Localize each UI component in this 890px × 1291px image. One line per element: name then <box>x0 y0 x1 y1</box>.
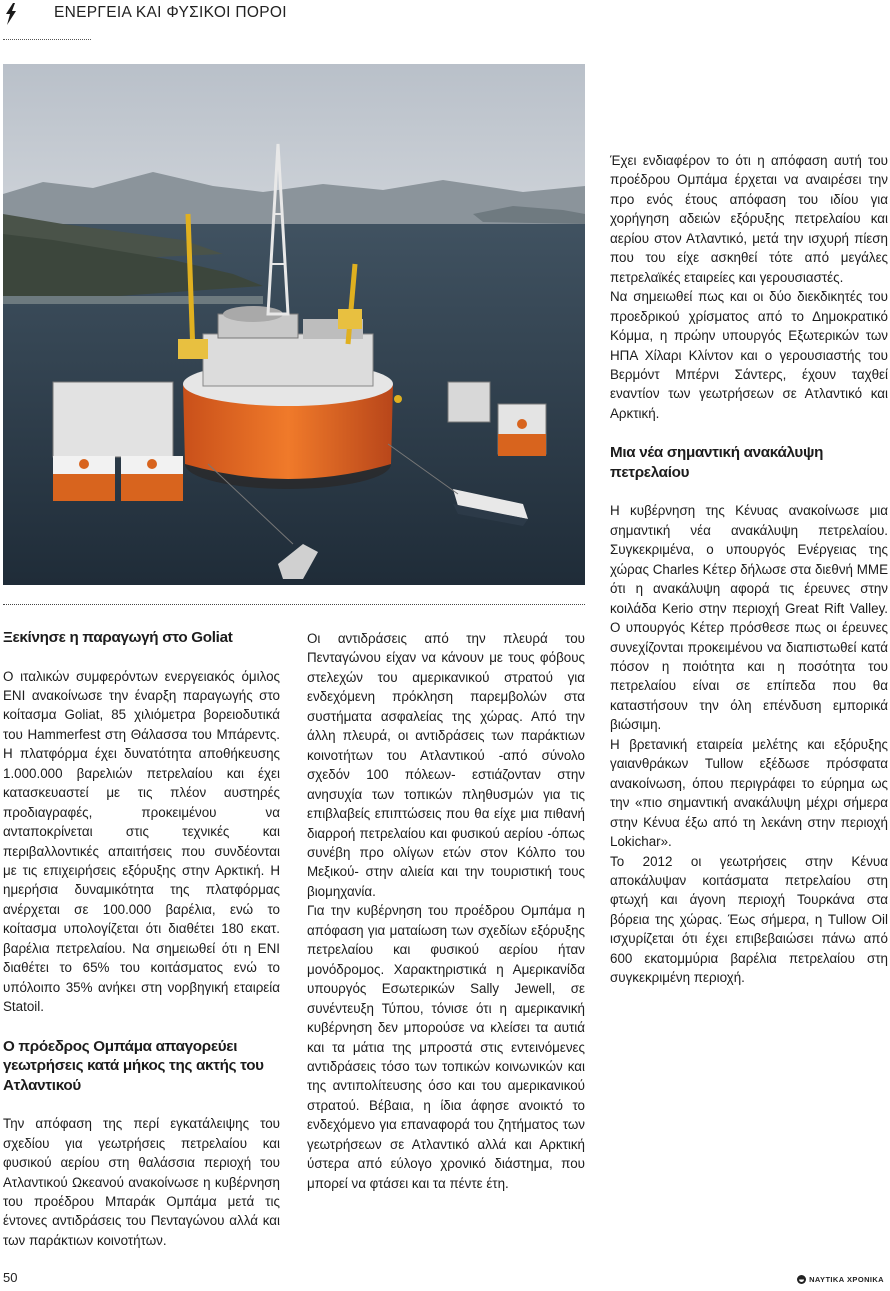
column-2 <box>307 629 585 1193</box>
article-body-goliat: Ο ιταλικών συμφερόντων ενεργειακός όμιλος ENI ανακοίνωσε την έναρξη παραγωγής στο κοίτασμα Goliat, 85 χιλιόμετρα βορειοδυτικά του Hammerfest στη Θάλασσα του Μπάρεντς. Η πλατφόρμα έχει δυνατότητα αποθήκευσης 1.000.000 βαρελιών πετρελαίου και έχει κατασκευαστεί με τις πλέον αυστηρές προδιαγραφές, προκειμένου να ανταποκρίνεται στις τεχνικές και περιβαλλοντικές απαιτήσεις που συνδέονται με τις επιχειρήσεις εξόρυξης στην Αρκτική. Η ημερήσια δυναμικότητα της πλατφόρμας ανέρχεται σε 100.000 βαρέλια, ενώ το κοίτασμα υπολογίζεται ότι διαθέτει 180 εκατ. βαρέλια πετρελαίου. Να σημειωθεί ότι η ENI διαθέτει το 65% του κοιτάσματος ενώ το υπόλοιπο 35% ανήκει στη νορβηγική εταιρεία Statoil. <box>3 668 280 1015</box>
article-heading-kenya: Μια νέα σημαντική ανακάλυψη πετρελαίου <box>610 444 824 481</box>
article-paragraph: Η κυβέρνηση της Κένυας ανακοίνωσε μια σημαντική νέα ανακάλυψη πετρελαίου. Συγκεκριμένα, ο υπουργός Ενέργειας της χώρας Charles Κέτερ δήλωσε στα διεθνή ΜΜΕ ότι η ανακάλυψη αφορά τις έρευνες στην κοιλάδα Kerio στην περιοχή Great Rift Valley. Ο υπουργός Κέτερ πρόσθεσε πως οι έρευνες συνεχίζονται προκειμένου να διαπιστωθεί κατά πόσον η ποιότητα και η ποσότητα του πετρελαίου είναι σε επίπεδα που θα καταστήσουν την όλη επένδυση εμπορικά βιώσιμη. <box>610 503 888 733</box>
section-title: ΕΝΕΡΓΕΙΑ ΚΑΙ ΦΥΣΙΚΟΙ ΠΟΡΟΙ <box>54 4 287 21</box>
column-3 <box>610 151 888 988</box>
article-paragraph: Έχει ενδιαφέρον το ότι η απόφαση αυτή του προέδρου Ομπάμα έρχεται να αναιρέσει την προ ενός έτους απόφαση του ιδίου για χορήγηση αδειών εξόρυξης πετρελαίου και αερίου στον Ατλαντικό, μετά την ισχυρή πίεση που του είχε ασκηθεί τότε από μεγάλες πετρελαϊκές εταιρείες και γερουσιαστές. <box>610 153 888 285</box>
magazine-brand-name: ΝΑΥΤΙΚΑ ΧΡΟΝΙΚΑ <box>809 1275 884 1284</box>
article-paragraph: Για την κυβέρνηση του προέδρου Ομπάμα η απόφαση για ματαίωση των σχεδίων εξόρυξης πετρελαίου και φυσικού αερίου ήταν μονόδρομος. Χαρακτηριστικά η Αμερικανίδα υπουργός Εσωτερικών Sally Jewell, σε συνέντευξη Τύπου, τόνισε ότι η αμερικανική κυβέρνηση δεν μπορούσε να κλείσει τα αυτιά και τα μάτια της μπροστά στις εντεινόμενες αντιδράσεις τόσο των τοπικών κοινωνικών και της αντιπολίτευσης όσο και του αμερικανικού στρατού. Βέβαια, η ίδια άφησε ανοικτό το ενδεχόμενο για επαναφορά του ζητήματος των γεωτρήσεων σε Ατλαντικό αλλά και Αρκτική ύστερα από εύλογο χρονικό διάστημα, που μπορεί να φτάσει και τα πέντε έτη. <box>307 903 585 1191</box>
article-heading-goliat: Ξεκίνησε η παραγωγή στο Goliat <box>3 629 233 646</box>
article-paragraph: Το 2012 οι γεωτρήσεις στην Κένυα αποκάλυψαν κοιτάσματα πετρελαίου στη φτωχή και άγονη περιοχή Τουρκάνα στα βόρεια της χώρας. Έως σήμερα, η Tullow Oil ισχυρίζεται ότι έχει επιβεβαιώσει πάνω από 600 εκατομμύρια βαρέλια πετρελαίου στη συγκεκριμένη περιοχή. <box>610 853 888 986</box>
column-1 <box>3 628 280 1250</box>
platform-photo <box>3 64 585 585</box>
magazine-logo-icon <box>797 1275 806 1284</box>
article-paragraph: Η βρετανική εταιρεία μελέτης και εξόρυξης γαιανθράκων Tullow εξέδωσε πρόσφατα ανακοίνωση, όπου περιγράφει το εύρημα ως την «πιο σημαντική ανακάλυψη μέχρι σήμερα στην Κένυα έξω από τη λεκάνη στην περιοχή Lokichar». <box>610 736 888 850</box>
magazine-brand <box>797 1275 884 1284</box>
photo-divider <box>3 604 585 605</box>
page-number: 50 <box>3 1270 18 1285</box>
article-heading-obama: Ο πρόεδρος Ομπάμα απαγορεύει γεωτρήσεις κατά μήκος της ακτής του Ατλαντικού <box>3 1037 264 1094</box>
lightning-bolt-icon <box>4 3 18 25</box>
header-divider <box>3 39 91 40</box>
article-paragraph: Οι αντιδράσεις από την πλευρά του Πενταγώνου είχαν να κάνουν με τους φόβους στελεχών του αμερικανικού στρατού για ενδεχόμενη πρόκληση παρεμβολών στα συστήματα ασφαλείας της χώρας. Από την άλλη πλευρά, οι αντιδράσεις των παράκτιων κοινοτήτων του Ατλαντικού -από σύνολο σχεδόν 100 πόλεων- εστιάζονταν στην ανησυχία των τοπικών πληθυσμών για τις επιβλαβείς επιπτώσεις που θα είχε μια πιθανή διαρροή πετρελαίου και φυσικού αερίου -όπως συνέβη προ ολίγων ετών στον Κόλπο του Μεξικού- στην αλιεία και την τουριστική τους βιομηχανία. <box>307 631 585 899</box>
article-paragraph: Την απόφαση της περί εγκατάλειψης του σχεδίου για γεωτρήσεις πετρελαίου και φυσικού αερίου στη θαλάσσια περιοχή του Ατλαντικού Ωκεανού ανακοίνωσε η κυβέρνηση του προέδρου Μπαράκ Ομπάμα μετά τις έντονες αντιδράσεις του Πενταγώνου αλλά και των παράκτιων κοινοτήτων. <box>3 1116 280 1248</box>
article-paragraph: Να σημειωθεί πως και οι δύο διεκδικητές του προεδρικού χρίσματος από το Δημοκρατικό Κόμμα, η πρώην υπουργός Εξωτερικών των ΗΠΑ Χίλαρι Κλίντον και ο γερουσιαστής του Βερμόντ Μπέρνι Σάντερς, έχουν ταχθεί εναντίον των γεωτρήσεων σε Ατλαντικό και Αρκτική. <box>610 289 888 421</box>
